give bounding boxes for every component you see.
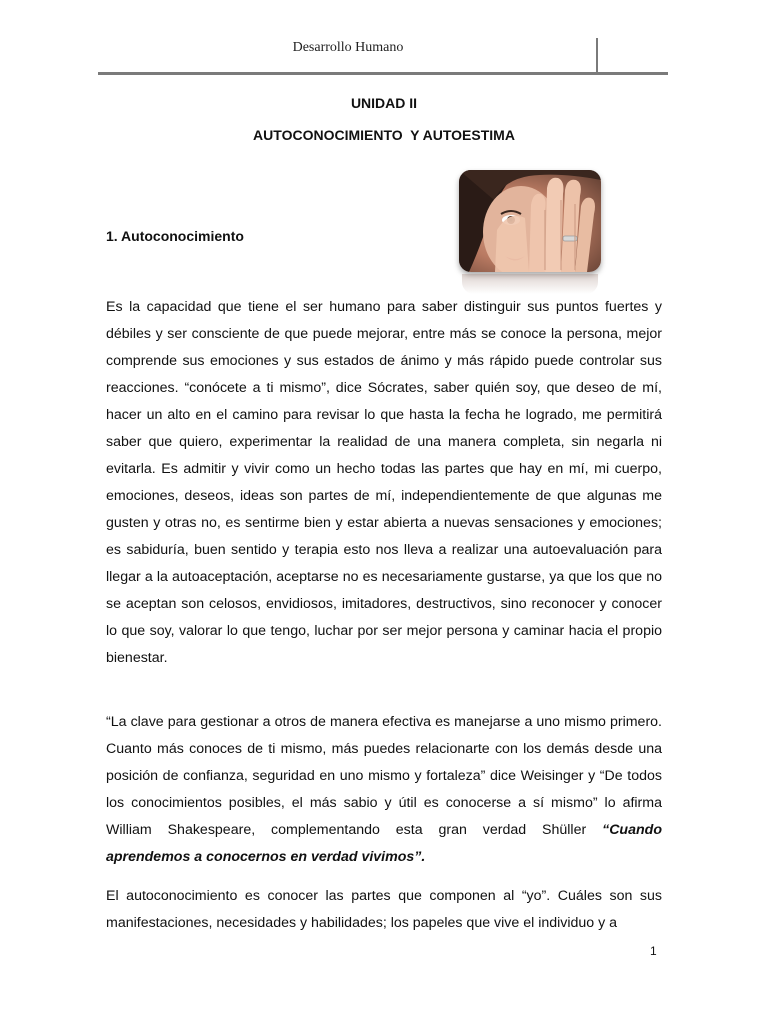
photo-reflection [462,274,598,294]
paragraph-2-text: “La clave para gestionar a otros de manera efectiva es manejarse a uno mismo primero. Cuanto más conoces de ti mismo, más puedes relacionarte con los demás desde una posición de confianza, seguridad en uno mismo y fortaleza” dice Weisinger y “De todos los conocimientos posibles, el más sabio y útil es conocerse a sí mismo” lo afirma William Shakespeare, complementando esta gran verdad Shüller [106,714,662,838]
face-photo-image [459,170,601,272]
paragraph-1: Es la capacidad que tiene el ser humano para saber distinguir sus puntos fuertes y débiles y ser consciente de que puede mejorar, entre más se conoce la persona, mejor comprende sus emociones y sus estados de ánimo y más rápido puede controlar sus reacciones. “conócete a ti mismo”, dice Sócrates, saber quién soy, que deseo de mí, hacer un alto en el camino para revisar lo que hasta la fecha he logrado, me permitirá saber que quiero, experimentar la realidad de una manera completa, sin negarla ni evitarla. Es admitir y vivir como un hecho todas las partes que hay en mí, mi cuerpo, emociones, deseos, ideas son partes de mí, independientemente de que algunas me gusten y otras no, es sentirme bien y estar abierta a nuevas sensaciones y emociones; es sabiduría, buen sentido y terapia esto nos lleva a realizar una autoevaluación para llegar a la autoaceptación, aceptarse no es necesariamente gustarse, ya que los que no se aceptan son celosos, envidiosos, imitadores, destructivos, sino reconocer y conocer lo que soy, valorar lo que tengo, luchar por ser mejor persona y caminar hacia el propio bienestar. [106,299,662,666]
header-rule [98,72,668,75]
running-header: Desarrollo Humano [292,40,404,55]
page-number: 1 [650,944,657,958]
paragraph-2 [106,709,662,871]
face-photo [459,170,601,272]
header-vertical-rule [596,38,598,74]
paragraph-3: El autoconocimiento es conocer las partes que componen al “yo”. Cuáles son sus manifestaciones, necesidades y habilidades; los papeles que vive el individuo y a [106,888,662,931]
paragraph-2-quote: “Cuando aprendemos a conocernos en verdad vivimos”. [106,822,662,865]
section-heading: 1. Autoconocimiento [106,228,244,244]
document-title: AUTOCONOCIMIENTO Y AUTOESTIMA [253,127,515,143]
unit-title: UNIDAD II [350,95,418,111]
